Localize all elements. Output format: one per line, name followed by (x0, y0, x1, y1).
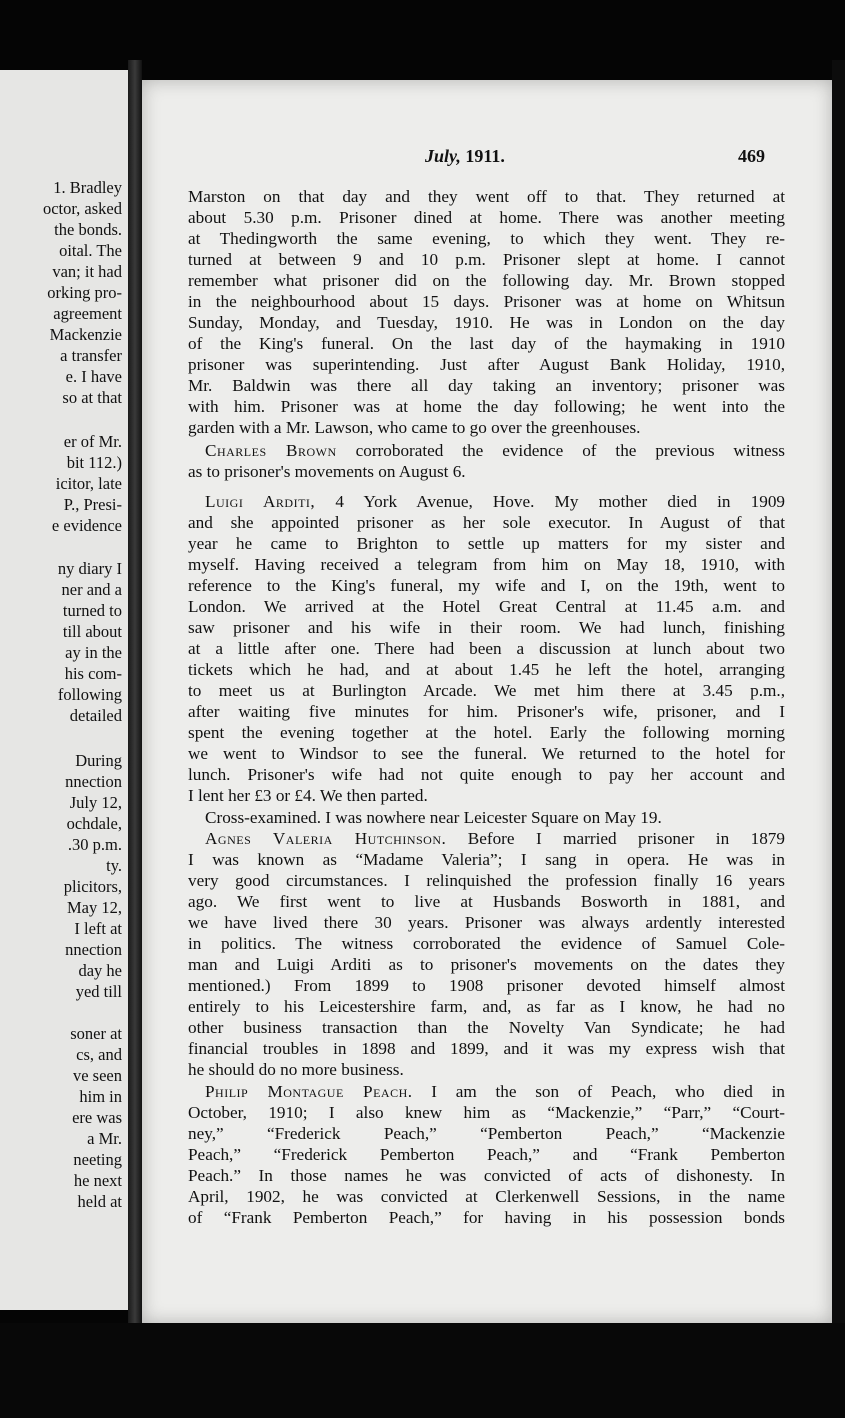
cross-examined-line: Cross-examined. I was nowhere near Leicester Square on May 19. (205, 808, 662, 827)
witness-paragraph-line (205, 491, 785, 512)
witness-text: I am the son of Peach, who died in (431, 1082, 786, 1101)
left-page-line: cs, and (76, 1045, 122, 1064)
left-page-line: orking pro- (47, 283, 122, 302)
witness-text: 4 York Avenue, Hove. My mother died in 1909 (335, 492, 786, 511)
body-line: spent the evening together at the hotel. Early the following morning (188, 723, 785, 742)
left-page-line: him in (79, 1087, 122, 1106)
body-line: year he came to Brighton to settle up matters for my sister and (188, 534, 785, 553)
witness-name: Charles Brown (205, 441, 337, 460)
body-line: very good circumstances. I relinquished the profession finally 16 years (188, 871, 785, 890)
right-edge-shadow (832, 60, 845, 1360)
body-line: October, 1910; I also knew him as “Mackenzie,” “Parr,” “Court- (188, 1103, 785, 1122)
body-line: he should do no more business. (188, 1060, 404, 1079)
body-line: man and Luigi Arditi as to prisoner's movements on the dates they (188, 955, 785, 974)
left-page-line: day he (78, 961, 122, 980)
body-line: mentioned.) From 1899 to 1908 prisoner devoted himself almost (188, 976, 785, 995)
left-page-line: Mackenzie (49, 325, 122, 344)
body-line: lunch. Prisoner's wife had not quite enough to pay her account and (188, 765, 785, 784)
witness-paragraph-line (205, 440, 785, 461)
left-page-line: plicitors, (63, 877, 122, 896)
body-line: after waiting five minutes for him. Prisoner's wife, prisoner, and I (188, 702, 785, 721)
body-line: in the neighbourhood about 15 days. Prisoner was at home on Whitsun (188, 292, 785, 311)
body-line: myself. Having received a telegram from him on May 18, 1910, with (188, 555, 785, 574)
left-page-line: 1. Bradley (53, 178, 122, 197)
running-head-date (425, 146, 505, 167)
body-line: of “Frank Pemberton Peach,” for having in his possession bonds (188, 1208, 785, 1227)
left-page-line: ty. (106, 856, 122, 875)
left-page-line: ny diary I (57, 559, 122, 578)
left-page-line: held at (77, 1192, 122, 1211)
left-page-line: a transfer (60, 346, 122, 365)
body-line: entirely to his Leicestershire farm, and, as far as I know, he had no (188, 997, 785, 1016)
witness-paragraph-line (205, 828, 785, 849)
left-page-line: July 12, (69, 793, 122, 812)
left-page-line: the bonds. (54, 220, 122, 239)
body-line: other business transaction than the Novelty Van Syndicate; he had (188, 1018, 785, 1037)
left-page-line: detailed (69, 706, 122, 725)
left-page-line: ere was (72, 1108, 122, 1127)
left-page-line: yed till (75, 982, 122, 1001)
left-page-line: oital. The (59, 241, 122, 260)
left-page-line: soner at (70, 1024, 122, 1043)
left-page-line: .30 p.m. (67, 835, 122, 854)
left-page-line: his com- (64, 664, 122, 683)
body-line: remember what prisoner did on the following day. Mr. Brown stopped (188, 271, 785, 290)
body-line: Mr. Baldwin was there all day taking an inventory; prisoner was (188, 376, 785, 395)
body-line: ney,” “Frederick Peach,” “Pemberton Peach,” “Mackenzie (188, 1124, 785, 1143)
left-page-line: octor, asked (42, 199, 122, 218)
body-line: saw prisoner and his wife in their room. We had lunch, finishing (188, 618, 785, 637)
left-page-line: till about (62, 622, 122, 641)
left-page-line: van; it had (52, 262, 122, 281)
left-page-line: er of Mr. (63, 432, 122, 451)
body-line: Peach.” In those names he was convicted of acts of dishonesty. In (188, 1166, 785, 1185)
body-line: we have lived there 30 years. Prisoner was always ardently interested (188, 913, 785, 932)
body-line: in politics. The witness corroborated the evidence of Samuel Cole- (188, 934, 785, 953)
body-line: financial troubles in 1898 and 1899, and it was my express wish that (188, 1039, 785, 1058)
left-page-line: May 12, (67, 898, 122, 917)
body-line: prisoner was superintending. Just after August Bank Holiday, 1910, (188, 355, 785, 374)
witness-text: corroborated the evidence of the previous witness (355, 441, 785, 460)
witness-name: Luigi Arditi, (205, 492, 316, 511)
body-line: to meet us at Burlington Arcade. We met him there at 3.45 p.m., (188, 681, 785, 700)
body-line: tickets which he had, and at about 1.45 he left the hotel, arranging (188, 660, 785, 679)
body-line: with him. Prisoner was at home the day following; he went into the (188, 397, 785, 416)
left-page-line: ve seen (72, 1066, 122, 1085)
left-page-line: bit 112.) (66, 453, 122, 472)
body-line: and she appointed prisoner as her sole executor. In August of that (188, 513, 785, 532)
body-line: Peach,” “Frederick Pemberton Peach,” and “Frank Pemberton (188, 1145, 785, 1164)
body-line: I was known as “Madame Valeria”; I sang in opera. He was in (188, 850, 785, 869)
book-gutter (128, 60, 142, 1330)
body-line: as to prisoner's movements on August 6. (188, 462, 466, 481)
body-line: of the King's funeral. On the last day of the haymaking in 1910 (188, 334, 785, 353)
left-page-line: I left at (74, 919, 122, 938)
left-page-line: turned to (62, 601, 122, 620)
body-line: reference to the King's funeral, my wife and I, on the 19th, went to (188, 576, 785, 595)
left-page-line: neeting (73, 1150, 122, 1169)
running-head-month: July, (425, 146, 461, 166)
left-page-line: ner and a (61, 580, 122, 599)
left-page-line: P., Presi- (63, 495, 122, 514)
left-page-line: he next (73, 1171, 122, 1190)
left-page-line: so at that (62, 388, 122, 407)
witness-paragraph-line (205, 1081, 785, 1102)
left-page-line: e evidence (51, 516, 122, 535)
left-page-fragment (0, 70, 131, 1310)
running-head-year: 1911. (465, 146, 505, 166)
left-page-line: During (75, 751, 122, 770)
body-line: at a little after one. There had been a discussion at lunch about two (188, 639, 785, 658)
body-line: London. We arrived at the Hotel Great Central at 11.45 a.m. and (188, 597, 785, 616)
left-page-line: ay in the (65, 643, 122, 662)
body-line: turned at between 9 and 10 p.m. Prisoner slept at home. I cannot (188, 250, 785, 269)
left-page-line: nnection (65, 772, 122, 791)
left-page-line: icitor, late (55, 474, 122, 493)
body-line: ago. We first went to live at Husbands Bosworth in 1881, and (188, 892, 785, 911)
body-line: April, 1902, he was convicted at Clerkenwell Sessions, in the name (188, 1187, 785, 1206)
running-head (142, 146, 832, 170)
body-line: about 5.30 p.m. Prisoner dined at home. There was another meeting (188, 208, 785, 227)
left-page-line: nnection (65, 940, 122, 959)
left-page-line: a Mr. (87, 1129, 122, 1148)
body-line: at Thedingworth the same evening, to which they went. They re- (188, 229, 785, 248)
body-line: Sunday, Monday, and Tuesday, 1910. He was in London on the day (188, 313, 785, 332)
witness-text: Before I married prisoner in 1879 (467, 829, 785, 848)
body-line: we went to Windsor to see the funeral. We returned to the hotel for (188, 744, 785, 763)
witness-name: Agnes Valeria Hutchinson. (205, 829, 447, 848)
bottom-shadow (0, 1323, 845, 1418)
page-number: 469 (738, 146, 765, 166)
left-page-line: e. I have (65, 367, 122, 386)
body-line: garden with a Mr. Lawson, who came to go over the greenhouses. (188, 418, 641, 437)
body-line: Marston on that day and they went off to that. They returned at (188, 187, 785, 206)
witness-name: Philip Montague Peach. (205, 1082, 413, 1101)
left-page-line: following (57, 685, 122, 704)
left-page-line: ochdale, (66, 814, 122, 833)
body-line: I lent her £3 or £4. We then parted. (188, 786, 428, 805)
left-page-line: agreement (53, 304, 122, 323)
